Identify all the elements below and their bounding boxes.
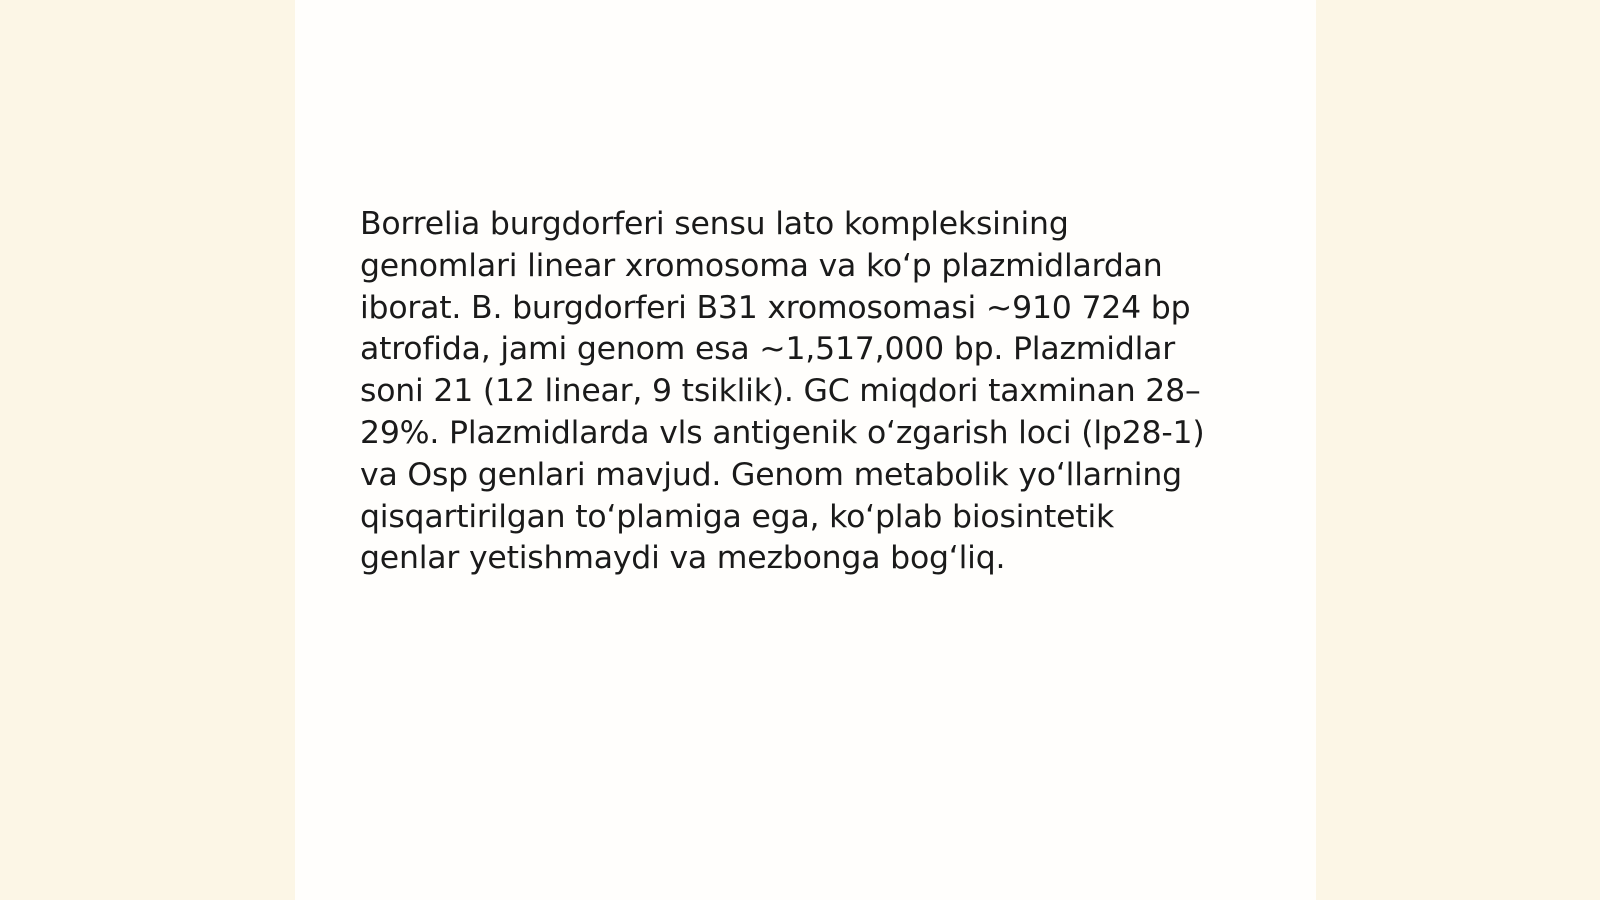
slide-page: [295, 0, 1316, 900]
slide-body-text: [360, 204, 1240, 580]
text-line: Borrelia burgdorferi sensu lato kompleksining: [360, 206, 1069, 242]
text-line: genomlari linear xromosoma va koʻp plazmidlardan: [360, 247, 1163, 284]
right-background: [1316, 0, 1600, 900]
left-background: [0, 0, 295, 900]
text-line: atrofida, jami genom esa ~1,517,000 bp. Plazmidlar: [360, 331, 1176, 368]
text-line: soni 21 (12 linear, 9 tsiklik). GC miqdori taxminan 28–: [360, 373, 1201, 410]
text-line: va Osp genlari mavjud. Genom metabolik yoʻllarning: [360, 456, 1182, 493]
text-line: 29%. Plazmidlarda vls antigenik oʻzgarish loci (lp28-1): [360, 414, 1205, 451]
text-line: qisqartirilgan toʻplamiga ega, koʻplab biosintetik: [360, 498, 1115, 535]
text-line: genlar yetishmaydi va mezbonga bogʻliq.: [360, 540, 1006, 577]
text-line: iborat. B. burgdorferi B31 xromosomasi ~910 724 bp: [360, 289, 1191, 326]
